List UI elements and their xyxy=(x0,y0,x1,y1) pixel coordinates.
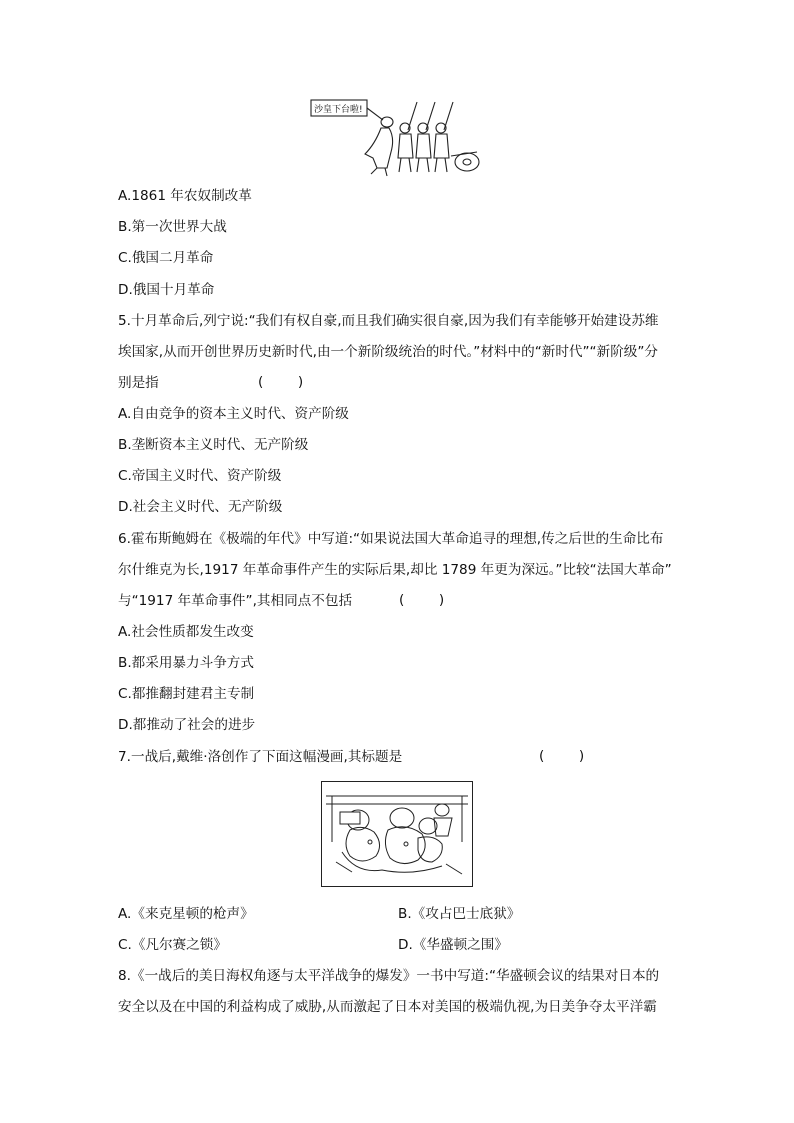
q5-option-d: D.社会主义时代、无产阶级 xyxy=(118,499,283,515)
q6-stem-line-1: 6.霍布斯鲍姆在《极端的年代》中写道:“如果说法国大革命追寻的理想,传之后世的生命比布 xyxy=(118,531,664,547)
q7-option-c: C.《凡尔赛之锁》 xyxy=(118,937,227,953)
q5-stem-line-3: 别是指 xyxy=(118,375,159,391)
cartoon-postwar-ring xyxy=(321,781,473,887)
q6-option-b: B.都采用暴力斗争方式 xyxy=(118,655,254,671)
q6-option-a: A.社会性质都发生改变 xyxy=(118,624,254,640)
q6-option-c: C.都推翻封建君主专制 xyxy=(118,686,255,702)
q5-option-b: B.垄断资本主义时代、无产阶级 xyxy=(118,437,309,453)
q7-option-d: D.《华盛顿之围》 xyxy=(398,937,508,953)
q7-option-b: B.《攻占巴士底狱》 xyxy=(398,906,521,922)
q5-answer-paren: ( ) xyxy=(258,374,304,390)
q4-option-b: B.第一次世界大战 xyxy=(118,219,227,235)
q7-option-a: A.《来克星顿的枪声》 xyxy=(118,906,254,922)
cartoon-sign-text: 沙皇下台啦! xyxy=(314,105,363,115)
q7-stem: 7.一战后,戴维·洛创作了下面这幅漫画,其标题是 xyxy=(118,749,403,765)
q5-stem-line-2: 埃国家,从而开创世界历史新时代,由一个新阶级统治的时代。”材料中的“新时代”“新阶级”分 xyxy=(118,344,659,360)
q4-option-a: A.1861 年农奴制改革 xyxy=(118,188,252,204)
q6-stem-line-3: 与“1917 年革命事件”,其相同点不包括 xyxy=(118,593,353,609)
cartoon-tsar-down xyxy=(305,92,490,182)
q4-option-c: C.俄国二月革命 xyxy=(118,250,214,266)
q5-option-a: A.自由竞争的资本主义时代、资产阶级 xyxy=(118,406,349,422)
q6-stem-line-2: 尔什维克为长,1917 年革命事件产生的实际后果,却比 1789 年更为深远。”比较“法国大革命” xyxy=(118,562,672,578)
q5-stem-line-1: 5.十月革命后,列宁说:“我们有权自豪,而且我们确实很自豪,因为我们有幸能够开始建设苏维 xyxy=(118,313,659,329)
q8-stem-line-2: 安全以及在中国的利益构成了威胁,从而激起了日本对美国的极端仇视,为日美争夺太平洋霸 xyxy=(118,999,657,1015)
q6-answer-paren: ( ) xyxy=(399,592,445,608)
q8-stem-line-1: 8.《一战后的美日海权角逐与太平洋战争的爆发》一书中写道:“华盛顿会议的结果对日本的 xyxy=(118,968,660,984)
q7-answer-paren: ( ) xyxy=(539,748,585,764)
q6-option-d: D.都推动了社会的进步 xyxy=(118,717,256,733)
q5-option-c: C.帝国主义时代、资产阶级 xyxy=(118,468,282,484)
q4-option-d: D.俄国十月革命 xyxy=(118,282,215,298)
